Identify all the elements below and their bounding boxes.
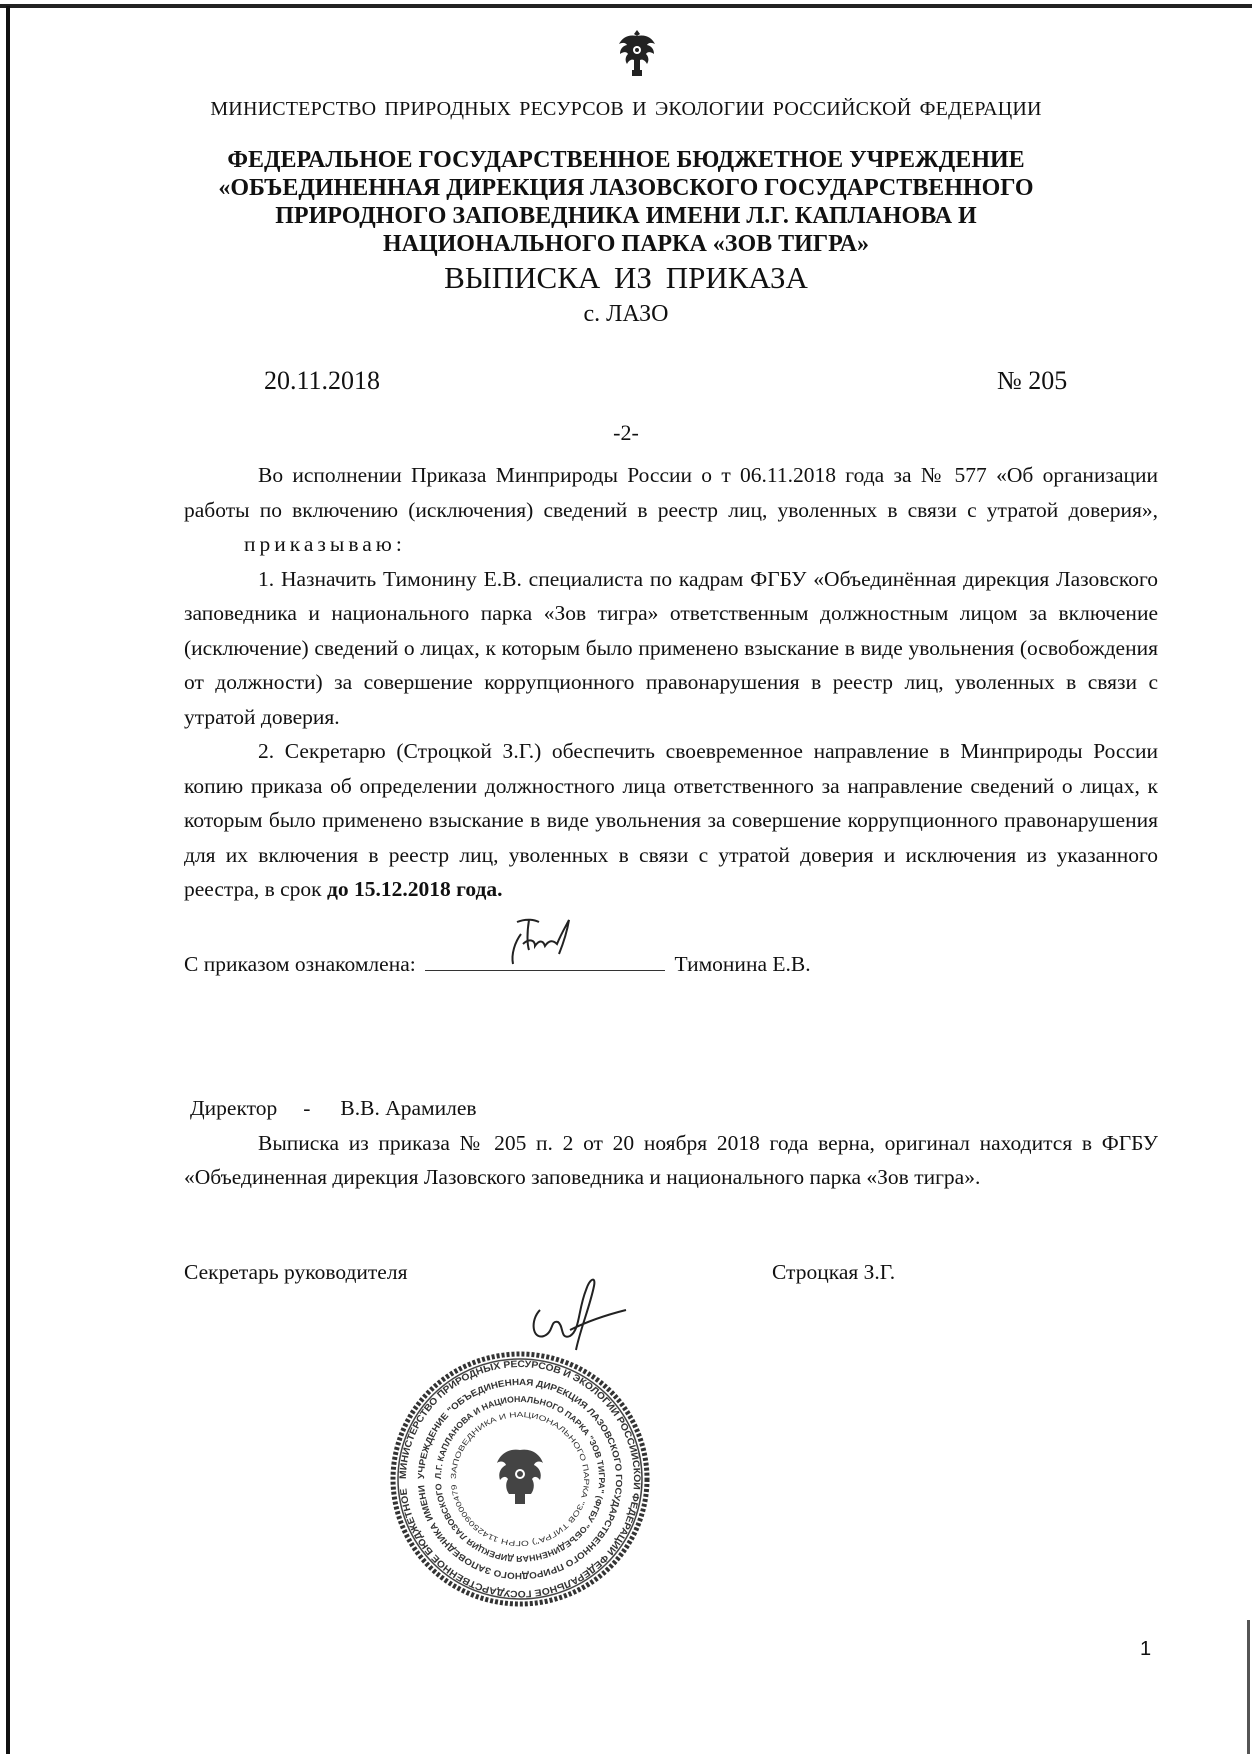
- page-number: 1: [1140, 1638, 1152, 1660]
- director-title: Директор: [190, 1096, 278, 1120]
- document-body: [184, 458, 1158, 1295]
- scan-border-top: [0, 4, 1252, 8]
- organization-line: «ОБЪЕДИНЕННАЯ ДИРЕКЦИЯ ЛАЗОВСКОГО ГОСУДАРСТВЕННОГО: [218, 175, 1034, 201]
- director-dash: -: [303, 1096, 311, 1120]
- intro-text: Во исполнении Приказа Минприроды России о т 06.11.2018 года за № 577 «Об организации работы по включению (исключения) сведений в реестр лиц, уволенных в связи с утратой доверия»,: [184, 463, 1158, 522]
- scan-border-right: [1247, 1620, 1250, 1754]
- order-word: приказываю:: [244, 532, 406, 556]
- acknowledgement-label: С приказом ознакомлена:: [184, 951, 416, 976]
- handwritten-signature-strotskaya: [520, 1270, 630, 1375]
- signature-line: [425, 948, 665, 971]
- page-marker: -2-: [613, 420, 639, 445]
- intro-paragraph: [184, 458, 1158, 562]
- certification-paragraph: Выписка из приказа № 205 п. 2 от 20 ноября 2018 года верна, оригинал находится в ФГБУ «Объединенная дирекция Лазовского заповедника и национального парка «Зов тигра».: [184, 1130, 1158, 1189]
- stamp-inner-text: Л.Г. КАПЛАНОВА И НАЦИОНАЛЬНОГО ПАРКА "ЗОВ ТИГРА" (ФГБУ "ОБЪЕДИНЕННАЯ ДИРЕКЦИЯ ЛАЗОВСКОГО: [432, 1393, 608, 1565]
- ministry-name: МИНИСТЕРСТВО ПРИРОДНЫХ РЕСУРСОВ И ЭКОЛОГИИ РОССИЙСКОЙ ФЕДЕРАЦИИ: [210, 98, 1042, 120]
- acknowledgement: [184, 947, 1158, 982]
- order-item-2: [184, 734, 1158, 907]
- organization-line: ПРИРОДНОГО ЗАПОВЕДНИКА ИМЕНИ Л.Г. КАПЛАНОВА И: [275, 203, 977, 229]
- order-item-2-deadline: до 15.12.2018 года.: [327, 877, 503, 901]
- handwritten-signature-timonina: [505, 914, 595, 970]
- official-round-stamp: [390, 1350, 650, 1608]
- secretary-signature-block: [184, 1255, 1158, 1295]
- secretary-name: Строцкая З.Г.: [772, 1259, 896, 1284]
- organization-line: ФЕДЕРАЛЬНОЕ ГОСУДАРСТВЕННОЕ БЮДЖЕТНОЕ УЧРЕЖДЕНИЕ: [227, 147, 1025, 173]
- stamp-outer-text: МИНИСТЕРСТВО ПРИРОДНЫХ РЕСУРСОВ И ЭКОЛОГИИ РОССИЙСКОЙ ФЕДЕРАЦИИ ФЕДЕРАЛЬНОЕ ГОСУДАРСТВЕННОЕ БЮДЖЕТНОЕ: [397, 1358, 643, 1600]
- russian-coat-of-arms-icon: [614, 26, 660, 78]
- stamp-core-text: ЗАПОВЕДНИКА И НАЦИОНАЛЬНОГО ПАРКА "ЗОВ ТИГРА") ОГРН 1142509000479: [448, 1409, 592, 1549]
- stamp-middle-text: УЧРЕЖДЕНИЕ "ОБЪЕДИНЕННАЯ ДИРЕКЦИЯ ЛАЗОВСКОГО ГОСУДАРСТВЕННОГО ПРИРОДНОГО ЗАПОВЕДНИКА ИМЕНИ: [415, 1376, 625, 1582]
- organization-line: НАЦИОНАЛЬНОГО ПАРКА «ЗОВ ТИГРА»: [382, 231, 870, 257]
- secretary-title: Секретарь руководителя: [184, 1259, 408, 1284]
- document-title: ВЫПИСКА ИЗ ПРИКАЗА: [444, 260, 808, 295]
- order-item-1: 1. Назначить Тимонину Е.В. специалиста по кадрам ФГБУ «Объединённая дирекция Лазовского заповедника и национального парка «Зов тигра» ответственным должностным лицом за включение (исключение) сведений о лицах, к которым было применено взыскание в виде увольнения (освобождения от должности) за совершение коррупционного правонарушения в реестр лиц, уволенных в связи с утратой доверия.: [184, 566, 1158, 729]
- place-of-issue: с. ЛАЗО: [583, 301, 669, 327]
- order-item-2-text: 2. Секретарю (Строцкой З.Г.) обеспечить своевременное направление в Минприроды России копию приказа об определении должностного лица ответственного за направление сведений о лицах, к которым было применено взыскание в виде увольнения за совершение коррупционного правонарушения для их включения в реестр лиц, уволенных в связи с утратой доверия и исключения из указанного реестра, в срок: [184, 739, 1158, 901]
- acknowledgement-name: Тимонина Е.В.: [674, 951, 811, 976]
- organization-name: [0, 146, 1252, 258]
- director-name: В.В. Арамилев: [340, 1096, 477, 1120]
- order-date: 20.11.2018: [264, 366, 381, 395]
- stamp-emblem-icon: [497, 1450, 543, 1504]
- order-number: № 205: [997, 366, 1068, 395]
- director-signature-block: [190, 1091, 1158, 1126]
